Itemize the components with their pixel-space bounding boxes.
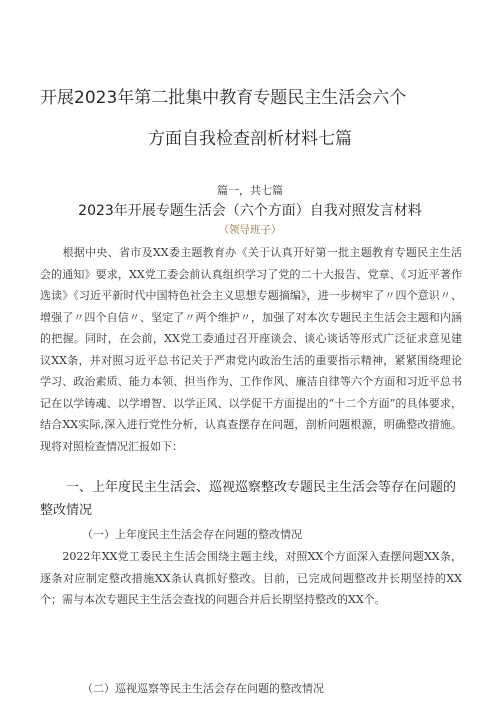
body-paragraph-2: 2022年XX党工委民主生活会围绕主题主线，对照XX个方面深入查摆问题XX条，逐条对应制定整改措施XX条认真抓好整改。目前，已完成问题整改并长期坚持的XX个；需与本次专题民主生活会查找的问题合并后长期坚持整改的XX个。 xyxy=(40,550,462,606)
document-title-line2: 方面自我检查剖析材料七篇 xyxy=(148,129,352,149)
section-heading: 篇一，共七篇 xyxy=(217,184,283,197)
byline: （领导班子） xyxy=(218,224,282,236)
heading-level1: 一、上年度民主生活会、巡视巡察整改专题民主生活会等存在问题的整改情况 xyxy=(40,480,457,518)
body-paragraph-1: 根据中央、省市及XX委主题教育办《关于认真开好第一批主题教育专题民主生活会的通知》要求，XX党工委会前认真组织学习了党的二十大报告、党章、《习近平著作选读》《习近平新时代中国特色社会主义思想专题摘编》，进一步树牢了〃四个意识〃、增强了〃四个自信〃、坚定了〃两个维护〃，加强了对本次专题民主生活会主题和内涵的把握。同时，在会前，XX党工委通过召开座谈会、谈心谈话等形式广泛征求意见建议XX条，并对照习近平总书记关于严肃党内政治生活的重要指示精神，紧紧围绕理论学习、政治素质、能力本领、担当作为、工作作风、廉洁自律等六个方面和习近平总书记在以学铸魂、以学增智、以学正风、以学促干方面提出的“十二个方面”的具体要求，结合XX实际,深入进行党性分析，认真查摆存在问题，剖析问题根源，明确整改措施。现将对照检查情况汇报如下： xyxy=(40,246,462,453)
document-title-line1: 开展2023年第二批集中教育专题民主生活会六个 xyxy=(40,88,407,108)
article-title: 2023年开展专题生活会（六个方面）自我对照发言材料 xyxy=(78,203,422,219)
heading-level2-a: （一）上年度民主生活会存在问题的整改情况 xyxy=(82,528,302,541)
heading-level2-b: （二）巡视巡察等民主生活会存在问题的整改情况 xyxy=(82,682,324,695)
